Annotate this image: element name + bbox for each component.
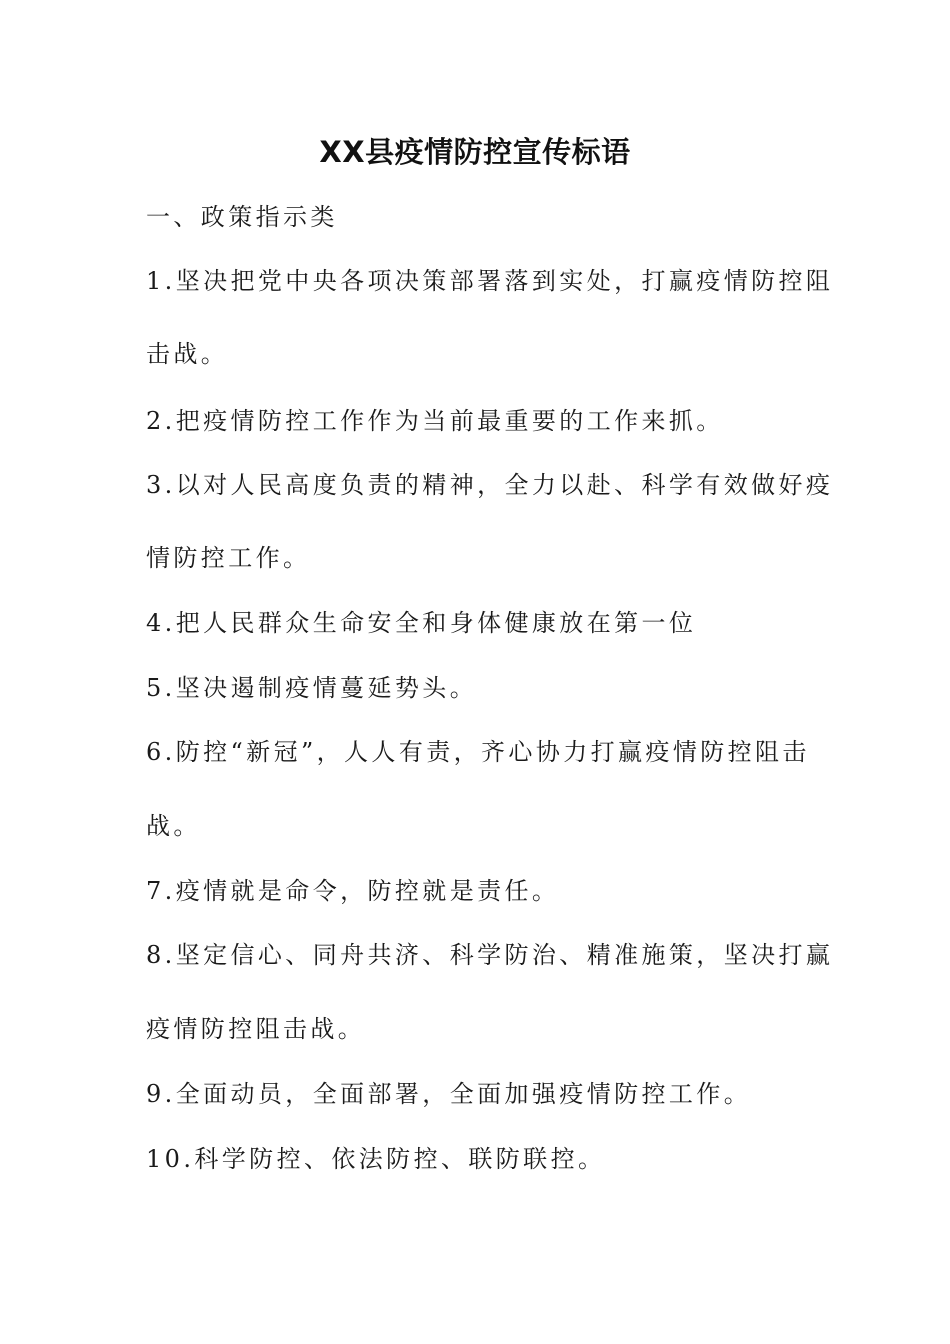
slogan-line: 2.把疫情防控工作作为当前最重要的工作来抓。 [146, 407, 724, 435]
document-title: XX县疫情防控宣传标语 [319, 135, 631, 169]
slogan-line: 疫情防控阻击战。 [146, 1015, 366, 1043]
slogan-line: 5.坚决遏制疫情蔓延势头。 [146, 674, 478, 702]
slogan-line: 9.全面动员，全面部署，全面加强疫情防控工作。 [146, 1080, 752, 1108]
slogan-line: 8.坚定信心、同舟共济、科学防治、精准施策，坚决打赢 [146, 941, 834, 969]
slogan-line: 1.坚决把党中央各项决策部署落到实处，打赢疫情防控阻 [146, 267, 834, 295]
slogan-line: 10.科学防控、依法防控、联防联控。 [146, 1145, 606, 1173]
slogan-line: 6.防控“新冠”，人人有责，齐心协力打赢疫情防控阻击 [146, 738, 810, 766]
slogan-line: 战。 [146, 812, 201, 840]
slogan-line: 情防控工作。 [146, 544, 311, 572]
slogan-line: 击战。 [146, 340, 229, 368]
slogan-line: 4.把人民群众生命安全和身体健康放在第一位 [146, 609, 697, 637]
slogan-line: 3.以对人民高度负责的精神，全力以赴、科学有效做好疫 [146, 471, 834, 499]
section-heading: 一、政策指示类 [146, 203, 338, 231]
slogan-line: 7.疫情就是命令，防控就是责任。 [146, 877, 560, 905]
